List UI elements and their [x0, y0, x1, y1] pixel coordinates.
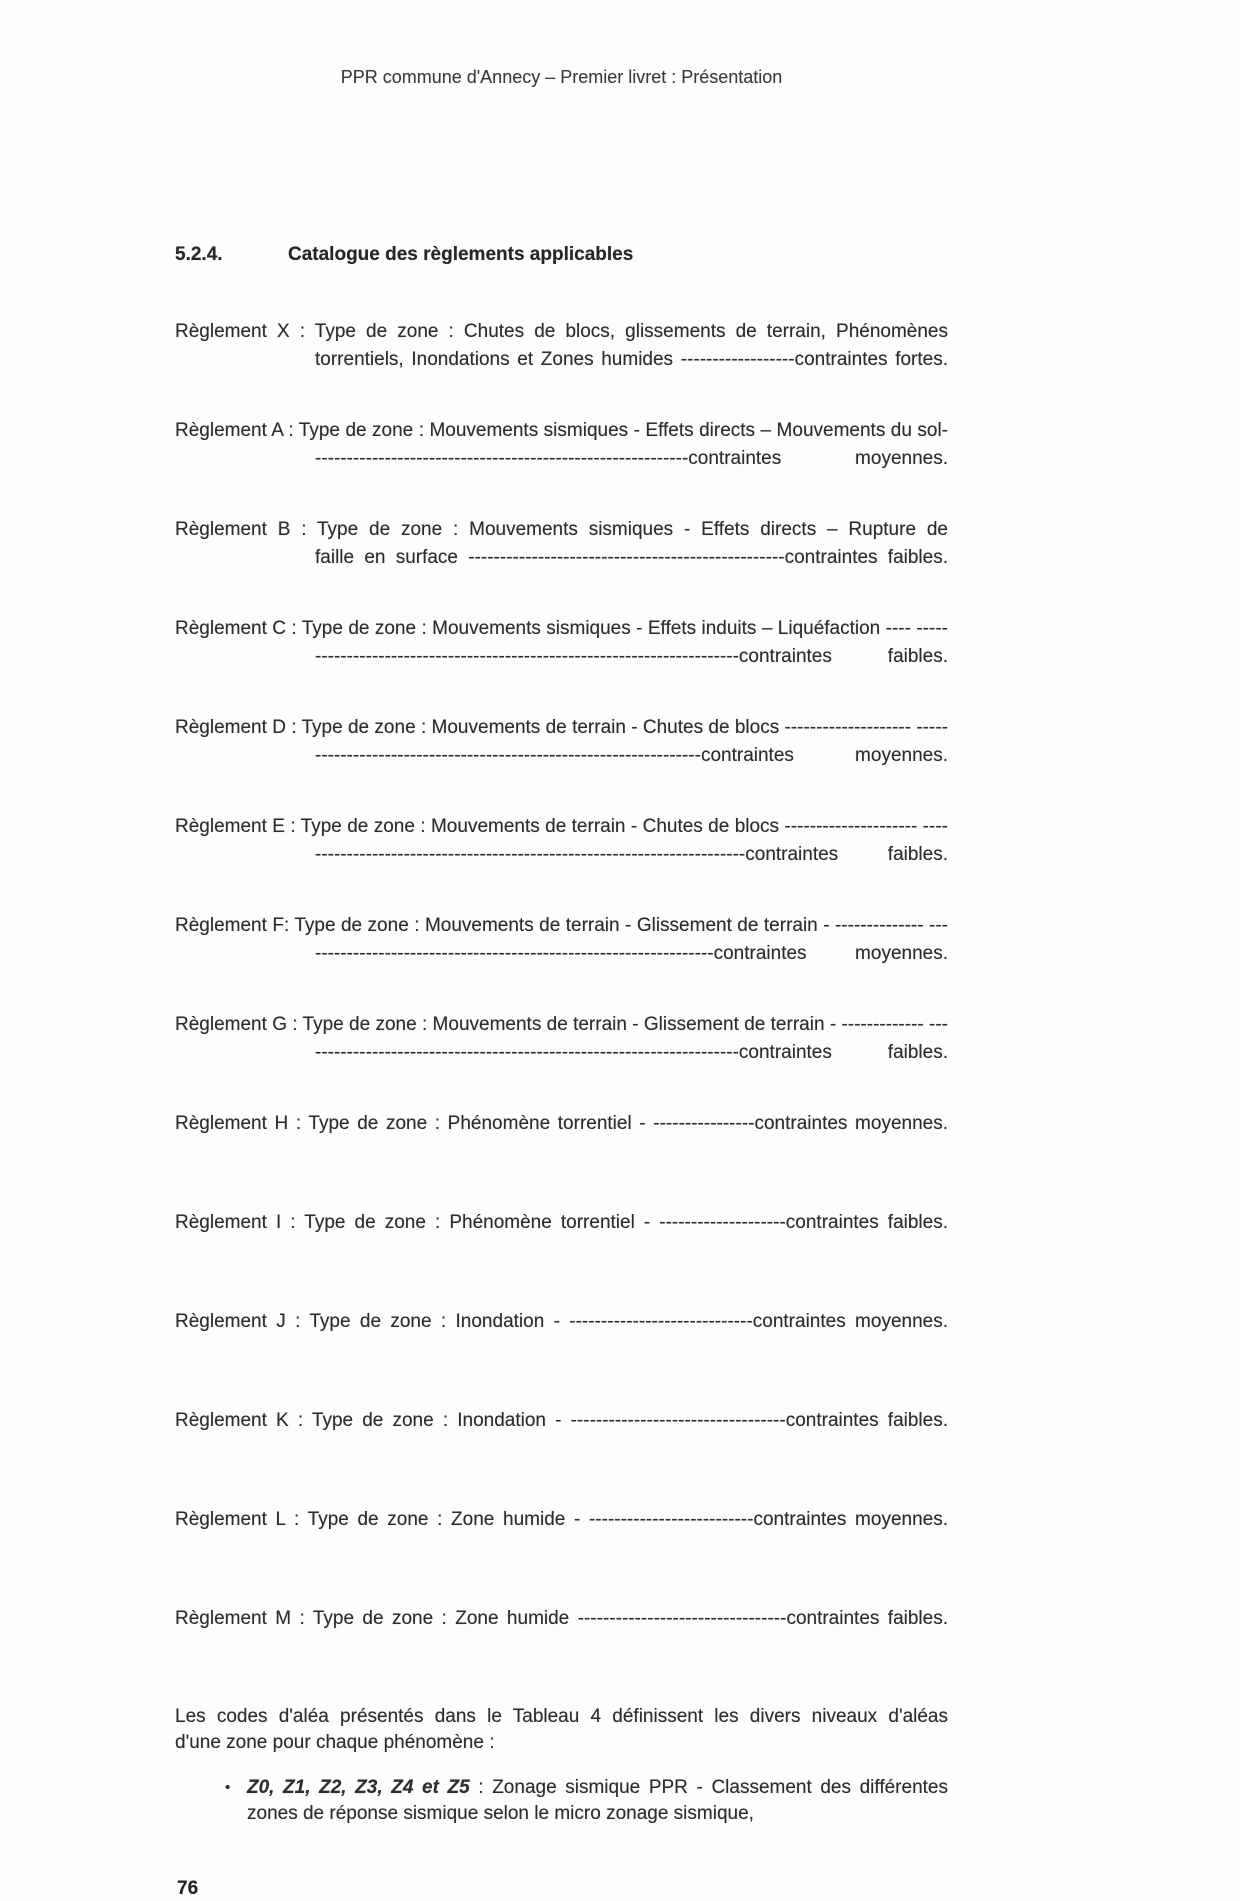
reglement-entry-x: Règlement X : Type de zone : Chutes de blocs, glissements de terrain, Phénomènes torrentiels, Inondations et Zones humides ------------------contraintes fortes. — [175, 321, 948, 370]
reglement-entry-k: Règlement K : Type de zone : Inondation - ----------------------------------contraintes faibles. — [175, 1410, 948, 1431]
reglement-entry-g: Règlement G : Type de zone : Mouvements de terrain - Glissement de terrain - ------------- ----------------------------------------------------------------------contraintes faibles. — [175, 1014, 948, 1063]
bullet-description: : Zonage sismique PPR - Classement des différentes zones de réponse sismique selon le micro zonage sismique, — [247, 1777, 948, 1824]
bullet-icon: • — [225, 1779, 231, 1796]
reglement-entry-f: Règlement F: Type de zone : Mouvements de terrain - Glissement de terrain - -------------- ------------------------------------------------------------------contraintes moyennes. — [175, 915, 948, 964]
closing-paragraph: Les codes d'aléa présentés dans le Tableau 4 définissent les divers niveaux d'aléas d'une zone pour chaque phénomène : — [175, 1706, 948, 1753]
reglement-entry-l: Règlement L : Type de zone : Zone humide - --------------------------contraintes moyennes. — [175, 1509, 948, 1530]
reglement-entry-b: Règlement B : Type de zone : Mouvements sismiques - Effets directs – Rupture de faille en surface --------------------------------------------------contraintes faibles. — [175, 519, 948, 568]
section-number: 5.2.4. — [175, 244, 223, 265]
reglement-entry-e: Règlement E : Type de zone : Mouvements de terrain - Chutes de blocs --------------------- ------------------------------------------------------------------------contraintes faibles. — [175, 816, 948, 865]
running-header: PPR commune d'Annecy – Premier livret : Présentation — [340, 67, 783, 87]
section-title: Catalogue des règlements applicables — [288, 244, 634, 265]
reglements-list — [175, 318, 948, 1685]
reglement-entry-a: Règlement A : Type de zone : Mouvements sismiques - Effets directs – Mouvements du sol------------------------------------------------------------contraintes moyennes. — [175, 420, 948, 469]
reglement-entry-i: Règlement I : Type de zone : Phénomène torrentiel - --------------------contraintes faibles. — [175, 1212, 948, 1233]
page-content — [175, 0, 948, 1901]
section-heading — [175, 243, 948, 267]
bullet-item-zonage — [175, 1775, 948, 1827]
page-number: 76 — [177, 1878, 199, 1899]
reglement-entry-j: Règlement J : Type de zone : Inondation - -----------------------------contraintes moyennes. — [175, 1311, 948, 1332]
reglement-entry-c: Règlement C : Type de zone : Mouvements sismiques - Effets induits – Liquéfaction ---- ------------------------------------------------------------------------contraintes faibles. — [175, 618, 948, 667]
bullet-zone-codes: Z0, Z1, Z2, Z3, Z4 et Z5 — [247, 1777, 470, 1798]
reglement-entry-h: Règlement H : Type de zone : Phénomène torrentiel - ----------------contraintes moyennes. — [175, 1113, 948, 1134]
reglement-entry-m: Règlement M : Type de zone : Zone humide ---------------------------------contraintes faibles. — [175, 1608, 948, 1629]
reglement-entry-d: Règlement D : Type de zone : Mouvements de terrain - Chutes de blocs -------------------- ------------------------------------------------------------------contraintes moyennes. — [175, 717, 948, 766]
